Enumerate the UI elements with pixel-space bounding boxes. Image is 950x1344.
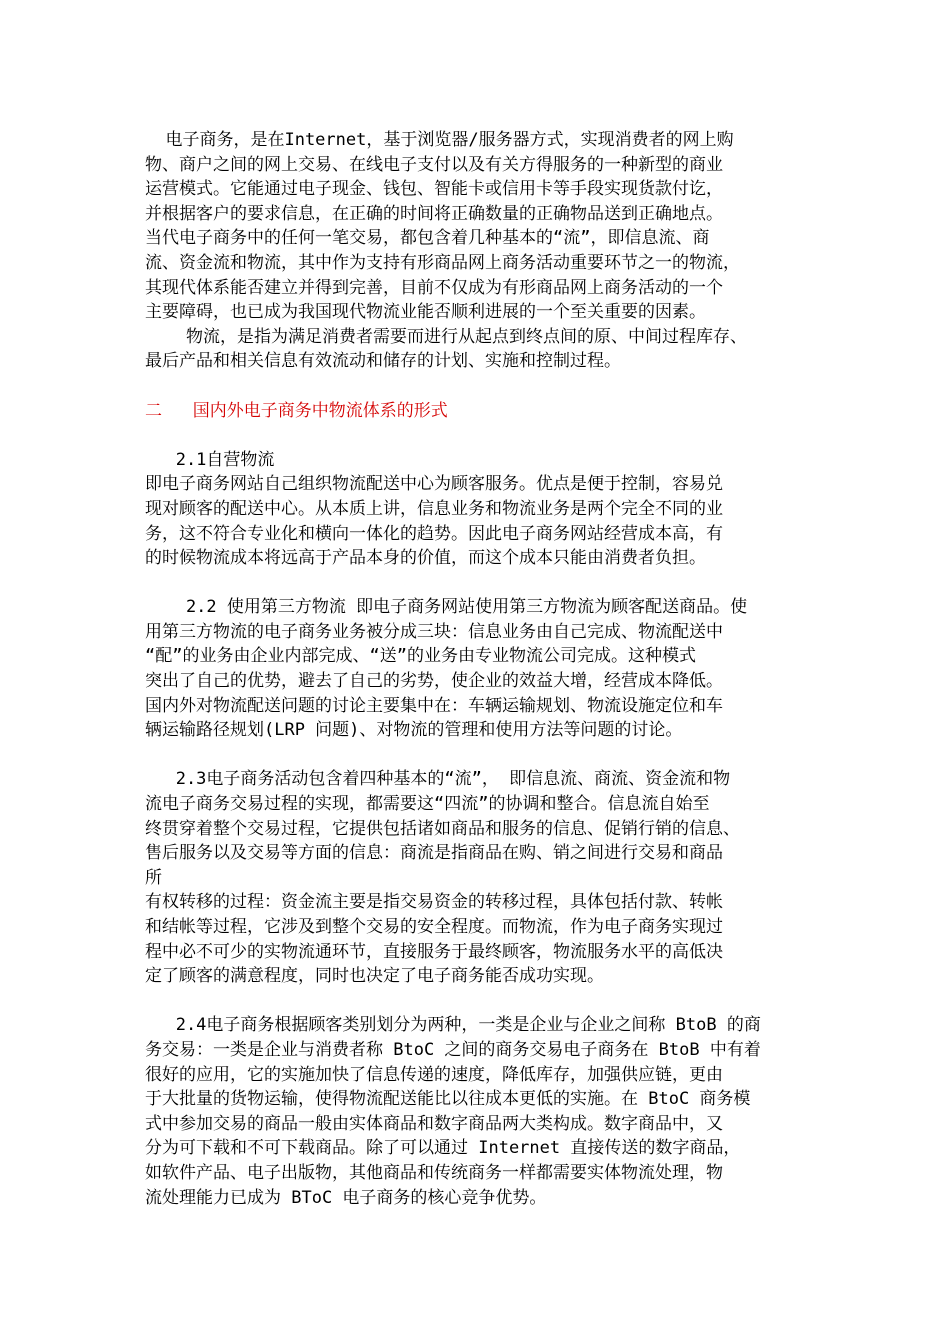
section-2-1 bbox=[145, 448, 825, 571]
text-line: 如软件产品、电子出版物，其他商品和传统商务一样都需要实体物流处理，物 bbox=[145, 1162, 723, 1183]
text-line: 突出了自己的优势，避去了自己的劣势，使企业的效益大增，经营成本降低。 bbox=[145, 671, 723, 692]
section-2-4 bbox=[145, 1013, 825, 1210]
text-line: 运营模式。它能通过电子现金、钱包、智能卡或信用卡等手段实现货款付讫， bbox=[145, 179, 723, 200]
text-line: 物、商户之间的网上交易、在线电子支付以及有关方得服务的一种新型的商业 bbox=[145, 154, 723, 175]
text-line: 其现代体系能否建立并得到完善，目前不仅成为有形商品网上商务活动的一个 bbox=[145, 277, 723, 298]
text-line: 主要障碍，也已成为我国现代物流业能否顺利进展的一个至关重要的因素。 bbox=[145, 302, 706, 323]
text-line: 于大批量的货物运输，使得物流配送能比以往成本更低的实施。在 BtoC 商务模 bbox=[145, 1089, 751, 1110]
text-line: 流电子商务交易过程的实现，都需要这“四流”的协调和整合。信息流自始至 bbox=[145, 794, 710, 815]
section-2-3 bbox=[145, 767, 825, 988]
text-line: 式中参加交易的商品一般由实体商品和数字商品两大类构成。数字商品中，又 bbox=[145, 1113, 723, 1134]
text-line: 辆运输路径规划(LRP 问题)、对物流的管理和使用方法等问题的讨论。 bbox=[145, 720, 683, 741]
document-body bbox=[145, 128, 825, 1210]
text-line: 的时候物流成本将远高于产品本身的价值，而这个成本只能由消费者负担。 bbox=[145, 548, 706, 569]
text-line: 用第三方物流的电子商务业务被分成三块：信息业务由自己完成、物流配送中 bbox=[145, 621, 723, 642]
text-line: 2.3电子商务活动包含着四种基本的“流”， 即信息流、商流、资金流和物 bbox=[145, 769, 731, 790]
text-line: 务，这不符合专业化和横向一体化的趋势。因此电子商务网站经营成本高，有 bbox=[145, 523, 723, 544]
spacer bbox=[145, 374, 825, 399]
spacer bbox=[145, 571, 825, 596]
text-line: 务交易：一类是企业与消费者称 BtoC 之间的商务交易电子商务在 BtoB 中有着 bbox=[145, 1039, 761, 1060]
text-line: 物流，是指为满足消费者需要而进行从起点到终点间的原、中间过程库存、 bbox=[145, 326, 747, 347]
intro-paragraph bbox=[145, 128, 825, 374]
text-line: 所 bbox=[145, 867, 162, 888]
text-line: 最后产品和相关信息有效流动和储存的计划、实施和控制过程。 bbox=[145, 351, 621, 372]
text-line: 国内外对物流配送问题的讨论主要集中在：车辆运输规划、物流设施定位和车 bbox=[145, 695, 723, 716]
text-line: 售后服务以及交易等方面的信息：商流是指商品在购、销之间进行交易和商品 bbox=[145, 843, 723, 864]
text-line: 并根据客户的要求信息，在正确的时间将正确数量的正确物品送到正确地点。 bbox=[145, 203, 723, 224]
section-heading: 二 国内外电子商务中物流体系的形式 bbox=[145, 400, 448, 421]
text-line: 程中必不可少的实物流通环节，直接服务于最终顾客，物流服务水平的高低决 bbox=[145, 941, 723, 962]
text-line: 有权转移的过程：资金流主要是指交易资金的转移过程，具体包括付款、转帐 bbox=[145, 892, 723, 913]
text-line: 流处理能力已成为 BToC 电子商务的核心竞争优势。 bbox=[145, 1187, 547, 1208]
text-line: 终贯穿着整个交易过程，它提供包括诸如商品和服务的信息、促销行销的信息、 bbox=[145, 818, 740, 839]
spacer bbox=[145, 743, 825, 768]
text-line: 电子商务，是在Internet，基于浏览器/服务器方式，实现消费者的网上购 bbox=[145, 130, 734, 150]
text-line: 2.1自营物流 bbox=[145, 449, 275, 470]
text-line: “配”的业务由企业内部完成、“送”的业务由专业物流公司完成。这种模式 bbox=[145, 646, 696, 667]
text-line: 2.2 使用第三方物流 即电子商务网站使用第三方物流为顾客配送商品。使 bbox=[145, 597, 748, 618]
text-line: 当代电子商务中的任何一笔交易，都包含着几种基本的“流”，即信息流、商 bbox=[145, 228, 710, 249]
text-line: 即电子商务网站自己组织物流配送中心为顾客服务。优点是便于控制，容易兑 bbox=[145, 474, 723, 495]
text-line: 流、资金流和物流，其中作为支持有形商品网上商务活动重要环节之一的物流， bbox=[145, 252, 740, 273]
text-line: 现对顾客的配送中心。从本质上讲，信息业务和物流业务是两个完全不同的业 bbox=[145, 498, 723, 519]
spacer bbox=[145, 423, 825, 448]
text-line: 分为可下载和不可下载商品。除了可以通过 Internet 直接传送的数字商品， bbox=[145, 1138, 741, 1159]
text-line: 定了顾客的满意程度，同时也决定了电子商务能否成功实现。 bbox=[145, 966, 604, 987]
spacer bbox=[145, 989, 825, 1014]
text-line: 2.4电子商务根据顾客类别划分为两种，一类是企业与企业之间称 BtoB 的商 bbox=[145, 1015, 761, 1036]
text-line: 和结帐等过程，它涉及到整个交易的安全程度。而物流，作为电子商务实现过 bbox=[145, 917, 723, 937]
section-2-2 bbox=[145, 595, 825, 743]
text-line: 很好的应用，它的实施加快了信息传递的速度，降低库存，加强供应链，更由 bbox=[145, 1064, 723, 1085]
